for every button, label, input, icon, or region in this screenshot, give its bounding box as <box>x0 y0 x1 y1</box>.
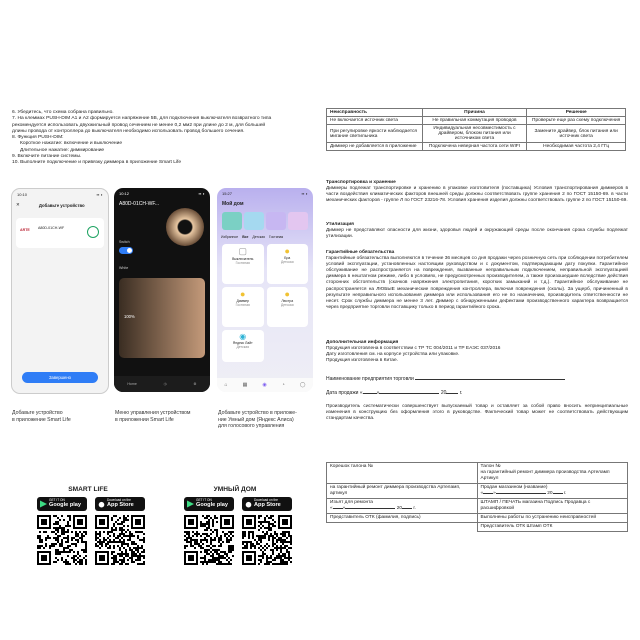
room-tabs <box>221 235 283 239</box>
bulb-icon: ● <box>284 246 290 256</box>
section-title: Гарантийные обязательства <box>326 250 395 255</box>
stamp-field: ШТАМП / ПЕЧАТЬ магазина Подпись Продавца с расшифровкой <box>477 499 628 514</box>
brightness-slider[interactable] <box>119 278 205 358</box>
section-text: Диммер не представляют опасности для жизни, здоровья людей и окружающей среды после окончания срока службы подлежат утилизации. <box>326 228 628 240</box>
tile-room: Детская <box>280 303 294 307</box>
coupon-otk: Представитель ОТК Штамп ОТК <box>477 523 628 532</box>
info-line: Продукция изготовлена в Китае. <box>326 358 398 364</box>
power-toggle[interactable] <box>119 247 133 254</box>
step-line: Короткое нажатие: включение и выключение <box>20 141 123 147</box>
manufacturer-notice: Производитель систематически совершенствует выпускаемый товар и оставляет за собой право вносить непринципиальные изменения в конструкцию без оформления этого в руководстве. Фактический товар может не соответствовать действующим стандартам качества. <box>326 404 628 422</box>
device-card[interactable] <box>16 218 104 248</box>
device-title: A80D-01CH-WF... <box>119 201 160 207</box>
tile-name: Диммер <box>236 299 250 303</box>
device-tile[interactable] <box>267 287 309 327</box>
coupon-title: Талон № на гарантийный ремонт диммера производства Артеламп Артикул <box>477 463 628 484</box>
table-row: При регулировке яркости наблюдается мигание светильника Индивидуальная несовместимость с драйвером, блоком питания или источником света Замените драйвер, блок питания или источник света <box>327 125 626 143</box>
umny-dom-title: УМНЫЙ ДОМ <box>213 486 257 493</box>
transport-section <box>326 180 628 204</box>
step-line: рекомендуется использовать двухжильный провод сечением не менее 0,2 мм2 при длине до 2 м, для большей <box>12 122 266 128</box>
section-text: Диммеры подлежат транспортировке и хранению в упаковке изготовителя (поставщика) Условия транспортирования диммеров в части воздействия климатических факторов внешней среды должны соответствовать группе хранения 2 по ГОСТ 15150-69. в части механических факторов - группе Л по ГОСТ 23216-78. Условия хранения изделия должны соответствовать группе 2 по ГОСТ 15150-69. <box>326 186 628 204</box>
column-header: Причина <box>422 109 527 117</box>
column-header: Неисправность <box>327 109 423 117</box>
white-label: White <box>119 266 129 270</box>
tile-name: Бра <box>284 256 291 260</box>
apple-icon <box>98 500 105 508</box>
tile-name: Выключатель <box>232 257 254 261</box>
table-header <box>327 109 626 117</box>
step-line: 10. Выполните подключение и привязку диммера в приложение Smart Life <box>12 160 182 166</box>
tab-favorites[interactable]: Избранное <box>221 235 239 239</box>
tab-living[interactable]: Гостиная <box>268 235 284 239</box>
tile-name: Люстра <box>281 299 294 303</box>
phone-yandex-home: 15:27 ▪▪ ◗ Мой дом Избранное Все Детская Гостиная ▢ Выключатель Гостиная ● Бра Детская ● Диммер Гостиная ● Люстра Детская ◉ Яндекс Лайт Детская ⌂ ▦ ◉ ◔ ◯ <box>217 188 313 392</box>
close-icon[interactable]: ✕ <box>16 202 20 207</box>
section-title: Транспортировка и хранение <box>326 180 396 185</box>
qr-code[interactable] <box>37 515 87 565</box>
table-row: Диммер не добавляется в приложение Подключена неверная частота сети WIFI Необходимая частота 2,4 ГГц <box>327 143 626 151</box>
status-time: 10:12 <box>119 191 130 196</box>
seller-field[interactable]: Наименование предприятия торговли <box>326 376 565 382</box>
light-ring <box>166 208 204 246</box>
bottom-bar <box>114 376 210 392</box>
section-text: Гарантийные обязательства выполняются в течение 36 месяцев со дня продажи через розничную сеть при соблюдении потребителем условий эксплуатации, установленных настоящим руководством и с документом, подтверждающим дату покупки. Гарантийное обслуживание не распространяется на повреждения, вызванные неправильным подключением, неправильной эксплуатацией диммера в нештатном режиме, либо в условиях, не предусмотренных производителем, а также произошедшие вследствие действия сторонних обстоятельств (скачков напряжения электропитания, коротких замыканий и т.д.). Гарантийное обслуживание не распространяется на ЛЮБЫЕ механические повреждения контроллера, включая повреждения (сколы). За ущерб, причиненный в результате неправильного использования диммера или использования его не по назначению, производитель ответственности не несет. Срок службы диммера не менее 3 лет. Диммер с обнаруженными дефектами производственного характера возвращается через предприятие торговли поставщику только в период гарантийного срока. <box>326 256 628 310</box>
coupon-stub-title: Корешок талона № <box>327 463 478 484</box>
tile-room: Детская <box>280 260 294 264</box>
step-line: 9. Включите питание системы. <box>12 154 82 160</box>
warranty-coupon-table <box>326 462 628 532</box>
step-line: 8. Функция PUSH-DIM: <box>12 135 64 141</box>
profile-icon[interactable]: ◯ <box>299 382 306 388</box>
bottom-nav <box>217 378 313 392</box>
status-time: 15:27 <box>222 191 233 196</box>
section-title: Дополнительная информация <box>326 340 399 345</box>
tile-name: Яндекс Лайт <box>232 341 253 345</box>
stub-repair: на гарантийный ремонт диммера производства Артеламп, артикул <box>327 484 478 499</box>
qr-code[interactable] <box>242 515 292 565</box>
tab-home[interactable]: Home <box>127 382 137 386</box>
sold-by-field[interactable]: Продан магазином (название) « » 20 г. <box>477 484 628 499</box>
google-play-icon <box>187 500 194 508</box>
device-tile[interactable] <box>222 330 264 362</box>
google-play-icon <box>40 500 47 508</box>
alice-icon[interactable]: ◉ <box>262 382 267 388</box>
warranty-section <box>326 250 628 311</box>
installation-steps <box>12 110 312 167</box>
settings-icon[interactable]: ⚙ <box>193 382 197 386</box>
caption-2: Меню управления устройством в приложении Smart Life <box>115 410 191 423</box>
schedule-icon[interactable]: ◷ <box>163 382 167 386</box>
home-icon[interactable]: ⌂ <box>224 382 228 388</box>
removed-for-repair-field[interactable]: Изъят для ремонта « » 20 г. <box>327 499 478 514</box>
bulb-icon: ● <box>240 289 246 299</box>
app-store-badge[interactable]: Download on the App Store <box>242 497 292 511</box>
section-title: Утилизация <box>326 222 354 227</box>
speaker-icon: ◉ <box>239 332 247 341</box>
tile-room: Гостиная <box>235 261 250 265</box>
apple-icon <box>245 500 252 508</box>
caption-1: Добавьте устройство в приложение Smart Life <box>12 410 71 423</box>
brightness-value: 100% <box>124 314 135 319</box>
step-line: длины провода от контроллера до выключателя необходимо использовать провод большего сечения. <box>12 128 245 134</box>
scenario-row <box>222 212 308 230</box>
app-store-badge[interactable]: Download on the App Store <box>95 497 145 511</box>
google-play-badge[interactable]: GET IT ON Google play <box>184 497 234 511</box>
column-header: Решение <box>527 109 626 117</box>
phone-smart-life-add: 10:10 ▪▪ ◗ ✕ Добавьте устройство ARTE A80D-01CH-WF Завершено <box>11 188 109 394</box>
qr-code[interactable] <box>184 515 234 565</box>
device-tile[interactable] <box>267 244 309 284</box>
screen-title: Добавьте устройство <box>38 202 85 208</box>
stub-otk: Представитель ОТК (фамилия, подпись) <box>327 514 478 523</box>
device-name: A80D-01CH-WF <box>38 226 65 230</box>
status-time: 10:10 <box>17 192 28 197</box>
additional-info-section <box>326 340 628 364</box>
table-row: Не включается источник света Не правильная коммутация проводов Проверьте еще раз схему подключения <box>327 117 626 125</box>
caption-3: Добавьте устройство в приложе- ние Умный дом (Яндекс Алиса) для голосового управления <box>218 410 297 430</box>
info-line: Продукция изготовлена в соответствии с ТР ТС 004/2011 и ТР ЕАЭС 037/2016 <box>326 346 501 352</box>
switch-icon: ▢ <box>238 246 247 256</box>
works-performed: Выполнены работы по устранению неисправностей <box>477 514 628 523</box>
troubleshooting-table <box>326 108 626 151</box>
smart-life-title: SMART LIFE <box>68 486 108 493</box>
step-line: 6. Убедитесь, что схема собрана правильно. <box>12 110 114 115</box>
device-grid <box>222 244 308 362</box>
grid-icon[interactable]: ▦ <box>242 382 248 388</box>
info-line: Дату изготовления см. на корпусе устройства или упаковке. <box>326 352 460 358</box>
bulb-icon: ● <box>284 289 290 299</box>
device-tile[interactable] <box>222 244 264 284</box>
done-button[interactable]: Завершено <box>22 372 98 383</box>
tile-room: Гостиная <box>235 303 250 307</box>
home-title[interactable]: Мой дом <box>222 201 244 207</box>
google-play-badge[interactable]: GET IT ON Google play <box>37 497 87 511</box>
tab-kids[interactable]: Детская <box>252 235 265 239</box>
device-tile[interactable] <box>222 287 264 327</box>
phone-smart-life-control: 10:12 ▪▪ ◗ A80D-01CH-WF... Switch White 100% Home ◷ ⚙ <box>114 188 210 392</box>
sale-date-field[interactable]: Дата продажи « » 20 г. <box>326 390 463 396</box>
bell-icon[interactable]: ◔ <box>281 382 285 388</box>
tab-all[interactable]: Все <box>242 235 249 239</box>
utilization-section <box>326 222 628 240</box>
tile-room: Детская <box>236 345 250 349</box>
brand-logo: ARTE <box>20 228 30 232</box>
step-line: 7. На клеммах PUSH-DIM A1 и A2 формируется напряжение 5В, для подключения выключателя возвратного типа <box>12 116 272 122</box>
step-line: Длительное нажатие: диммирование <box>20 147 105 153</box>
switch-label: Switch <box>119 240 130 244</box>
qr-code[interactable] <box>95 515 145 565</box>
check-icon <box>87 226 99 238</box>
